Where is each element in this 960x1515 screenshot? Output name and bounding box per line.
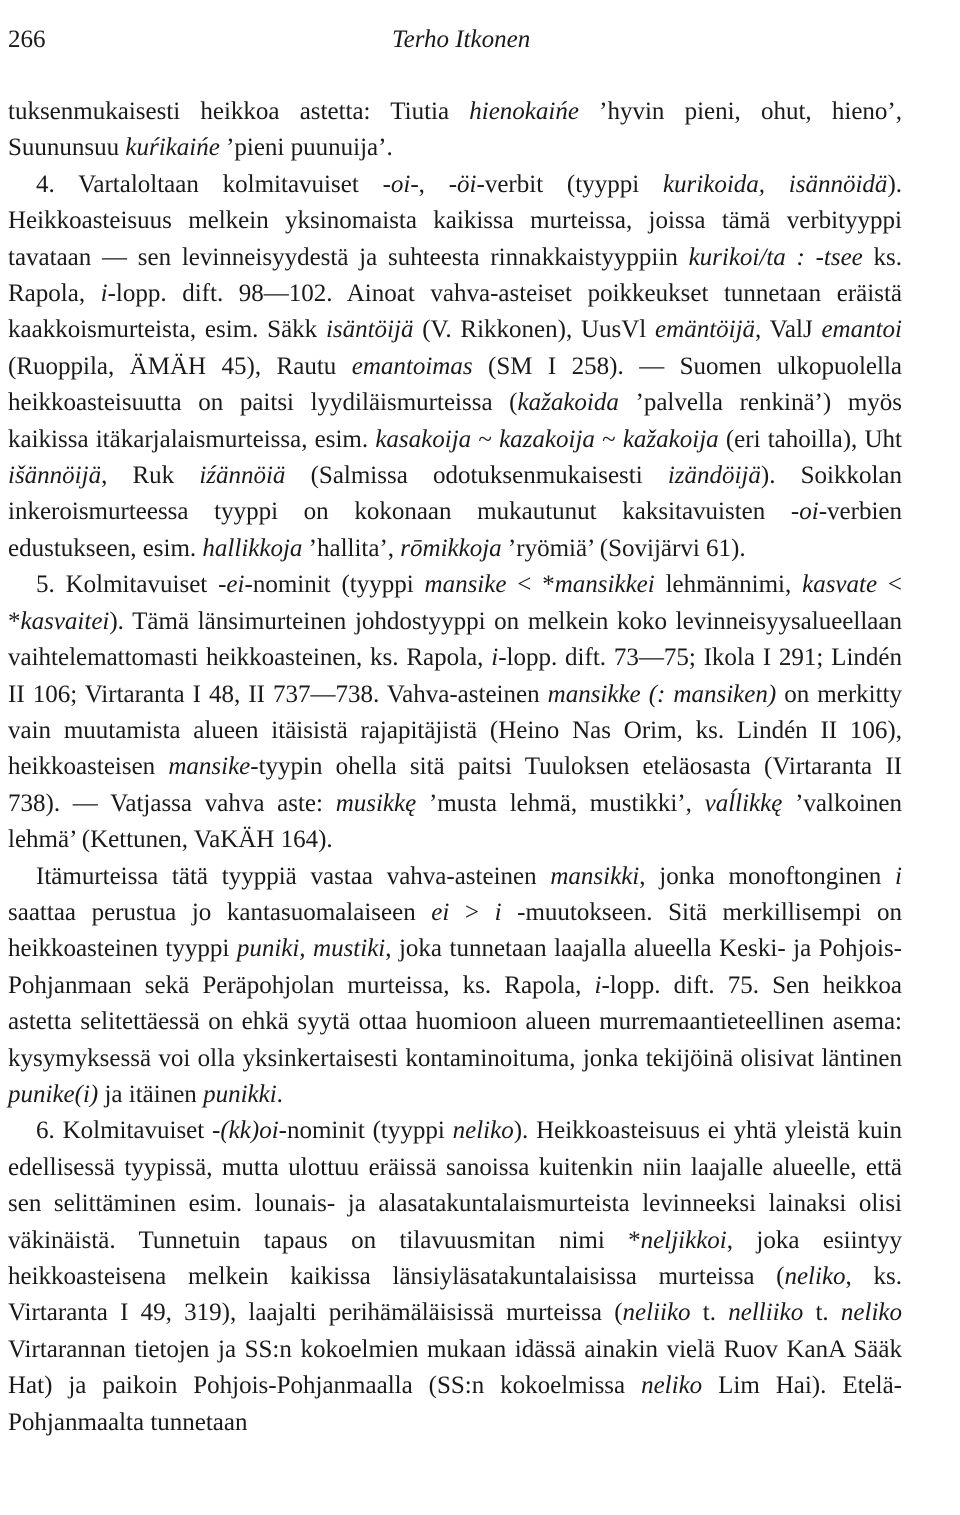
text-run: ’hyvin pieni, ohut, hieno’, Suununsuu <box>8 98 902 162</box>
italic-term: neliko <box>784 1263 846 1290</box>
text-run: -lopp. dift. 98—102. Ainoat vahva-asteiset poikkeukset tunnetaan eräistä kaakkoismurteista, esim. Säkk <box>8 280 902 344</box>
text-run: ~ <box>471 425 500 453</box>
paragraph-section-6 <box>8 1113 902 1441</box>
italic-term: kasvate <box>802 571 878 599</box>
text-run: , <box>418 170 449 198</box>
text-run: ’palvella renkinä’) myös kaikissa itäkarjalaismurteissa, esim. <box>8 389 902 453</box>
italic-term: i <box>594 971 602 999</box>
text-run: 4. Vartaloltaan kolmitavuiset <box>36 170 383 198</box>
text-run: -lopp. dift. 75. Sen heikkoa astetta selitettäessä on ehkä syytä ottaa huomioon alueen murremaantieteellinen asema: kysymyksessä voi olla yksinkertaisesti kontaminoituma, jonka tekijöinä olisivat läntinen <box>8 971 902 1072</box>
italic-term: -oi- <box>382 170 419 198</box>
italic-term: neliko <box>641 1372 703 1400</box>
italic-term: puniki, mustiki <box>236 935 386 963</box>
page-number: 266 <box>8 26 46 53</box>
text-run: (eri tahoilla), Uht <box>718 425 902 453</box>
italic-term: mansikke (: mansiken) <box>547 680 777 708</box>
italic-term: mansikkei <box>554 571 655 599</box>
italic-term: neliko <box>452 1117 514 1145</box>
italic-term: izändöijä <box>667 462 761 490</box>
body-text <box>8 94 902 1441</box>
text-run: ). Tämä länsimurteinen johdostyyppi on melkein koko levinneisyysalueellaan vaihtelemattomasti heikkoasteinen, ks. Rapola, <box>8 607 902 672</box>
text-run: < * <box>8 571 903 635</box>
italic-term: hienokaińe <box>469 98 579 125</box>
italic-term: kasakoija <box>375 425 472 453</box>
italic-term: -öi- <box>448 170 485 198</box>
text-run: -lopp. dift. 73—75; Ikola I 291; Lindén II 106; Virtaranta I 48, II 737—738. Vahva-asteinen <box>8 644 903 708</box>
text-run: ). Heikkoasteisuus ei yhtä yleistä kuin edellisessä tyypissä, mutta ulottuu eräissä sanoissa kuitenkin niin laajalle alueelle, että sen selittäminen esim. lounais- ja alasatakuntalaismurteista levinneeksi lainaksi olisi väkinäistä. Tunnetuin tapaus on tilavuusmitan nimi * <box>8 1117 902 1254</box>
italic-term: mansike <box>168 753 251 781</box>
italic-term: emäntöijä <box>655 316 756 344</box>
italic-term: neliiko <box>622 1299 691 1327</box>
italic-term: punikki <box>203 1080 277 1108</box>
text-run: ks. Rapola, <box>8 243 902 308</box>
italic-term: mansike <box>424 571 507 599</box>
italic-term: mansikki <box>550 862 640 890</box>
text-run: , joka esiintyy heikkoasteisena melkein kaikissa länsiyläsatakuntalaisissa murteissa ( <box>8 1226 902 1290</box>
italic-term: neljikkoi <box>640 1226 727 1254</box>
paragraph-section-5 <box>8 567 902 858</box>
text-run: < * <box>506 571 555 599</box>
italic-term: i <box>491 644 499 672</box>
text-run: ’pieni puunuija’. <box>219 134 393 162</box>
text-run: (Salmissa odotuksenmukaisesti <box>285 462 668 490</box>
text-run: ). Heikkoasteisuus melkein yksinomaista kaikissa murteissa, joissa tämä verbityyppi tavataan — sen levinneisyydestä ja suhteesta rinnakkaistyyppiin <box>8 170 903 271</box>
italic-term: isäntöijä <box>325 316 414 344</box>
italic-term: -(kk)oi- <box>212 1117 287 1145</box>
text-run: , ks. Virtaranta I 49, 319), laajalti perihämäläisissä murteissa ( <box>8 1263 902 1327</box>
italic-term: ei <box>431 898 450 926</box>
italic-term: musikkę <box>335 789 417 817</box>
text-run: ’hallita’, <box>302 534 401 562</box>
running-head: Terho Itkonen <box>392 26 531 53</box>
text-run: lehmännimi, <box>654 571 803 599</box>
text-run: , ValJ <box>755 316 822 344</box>
italic-term: kurikoi/ta : -tsee <box>688 243 863 271</box>
italic-term: išännöijä <box>8 462 102 490</box>
italic-term: vaĺlikkę <box>704 789 783 817</box>
text-run: saattaa perustua jo kantasuomalaiseen <box>8 898 432 926</box>
italic-term: kurikoida, isännöidä <box>662 170 888 198</box>
text-run: , joka tunnetaan laajalla alueella Keski- ja Pohjois-Pohjanmaan sekä Peräpohjolan murteissa, ks. Rapola, <box>8 935 903 999</box>
paragraph-itamurteissa <box>8 859 902 1114</box>
text-run: ). Soikkolan inkeroismurteessa tyyppi on kokonaan mukautunut kaksitavuisten <box>8 462 903 526</box>
italic-term: kasvaitei <box>20 607 110 635</box>
text-run: ’ryömiä’ (Sovijärvi 61). <box>501 534 746 562</box>
italic-term: -oi- <box>790 498 828 526</box>
paragraph-section-4 <box>8 167 902 567</box>
text-run: nominit (tyyppi <box>252 571 425 599</box>
text-run: (Ruoppila, ÄMÄH 45), Rautu <box>8 352 352 380</box>
text-run: nominit (tyyppi <box>286 1117 453 1145</box>
text-run: -tyypin ohella sitä paitsi Tuuloksen eteläosasta (Virtaranta II 738). — Vatjassa vahva aste: <box>8 753 902 817</box>
italic-term: punike(i) <box>8 1080 99 1108</box>
text-run: verbien edustukseen, esim. <box>8 498 902 562</box>
italic-term: emantoimas <box>351 352 473 380</box>
text-run: 5. Kolmitavuiset <box>36 571 219 599</box>
text-run: (SM I 258). — Suomen ulkopuolella heikkoasteisuutta on paitsi lyydiläismurteissa ( <box>8 352 903 417</box>
italic-term: kažakoida <box>517 389 619 417</box>
italic-term: kuŕikaińe <box>125 134 220 162</box>
italic-term: rōmikkoja <box>400 534 502 562</box>
italic-term: i <box>895 862 902 890</box>
text-run: -muutokseen. Sitä merkillisempi on heikkoasteinen tyyppi <box>8 898 903 963</box>
text-run: on merkitty vain muutamista alueen itäisistä rajapitäjistä (Heino Nas Orim, ks. Lindén II 106), heikkoasteisen <box>8 680 902 781</box>
text-run: ’musta lehmä, mustikki’, <box>416 789 705 817</box>
text-run: ja itäinen <box>98 1080 204 1108</box>
page-header <box>8 22 902 66</box>
italic-term: kažakoija <box>622 425 719 453</box>
paragraph-continuation <box>8 94 902 167</box>
text-run: . <box>276 1080 283 1108</box>
text-run: > <box>449 898 495 926</box>
italic-term: i <box>100 280 108 308</box>
italic-term: neliko <box>840 1299 903 1327</box>
text-run: Virtarannan tietojen ja SS:n kokoelmien mukaan idässä ainakin vielä Ruov KanA Sääk Hat) ja paikoin Pohjois-Pohjanmaalla (SS:n kokoelmissa <box>8 1335 902 1400</box>
text-run: verbit (tyyppi <box>484 170 663 198</box>
text-run: ~ <box>594 425 623 453</box>
text-run: , Ruk <box>101 462 200 490</box>
italic-term: -ei- <box>218 571 253 599</box>
italic-term: i <box>494 898 502 926</box>
text-run: Itämurteissa tätä tyyppiä vastaa vahva-asteinen <box>36 862 551 890</box>
italic-term: hallikkoja <box>202 534 303 562</box>
text-run: (V. Rikkonen), UusVl <box>413 316 656 344</box>
italic-term: kazakoija <box>499 425 595 453</box>
text-run: t. <box>690 1299 729 1327</box>
text-run: Lim Hai). Etelä-Pohjanmaalta tunnetaan <box>8 1372 902 1436</box>
text-run: t. <box>803 1299 841 1327</box>
text-run: tuksenmukaisesti heikkoa astetta: Tiutia <box>8 98 470 125</box>
italic-term: iźännöiä <box>199 462 286 490</box>
italic-term: emantoi <box>821 316 902 344</box>
italic-term: nelliiko <box>728 1299 804 1327</box>
text-run: , jonka monoftonginen <box>639 862 896 890</box>
text-run: ’valkoinen lehmä’ (Kettunen, VaKÄH 164). <box>8 789 902 854</box>
text-run: 6. Kolmitavuiset <box>36 1117 213 1145</box>
